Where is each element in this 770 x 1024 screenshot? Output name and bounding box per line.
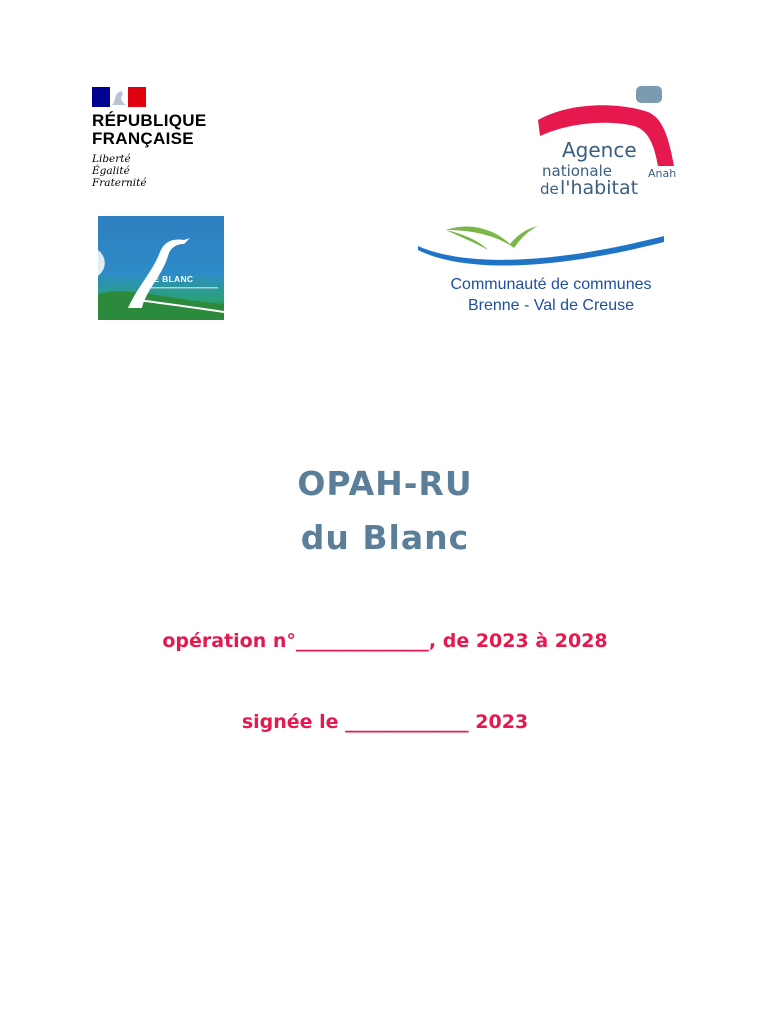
marianne-flag-icon [92,87,146,107]
rf-motto-liberte: Liberté [92,153,131,165]
document-title-line1: OPAH-RU [297,464,473,503]
communaute-de-communes-logo [418,220,684,320]
anah-acronym: Anah [648,167,677,180]
anah-line2: nationale [542,162,613,180]
rf-motto-fraternite: Fraternité [92,177,147,189]
anah-line1: Agence [562,138,637,162]
le-blanc-label: LE BLANC [148,274,194,284]
operation-number-line: opération n°______________, de 2023 à 2028 [162,630,608,652]
cc-line2: Brenne - Val de Creuse [467,297,634,314]
rf-motto-egalite: Égalité [92,165,130,177]
republique-francaise-logo [92,87,232,197]
le-blanc-logo [98,216,224,320]
rf-title-line2: FRANÇAISE [92,129,194,148]
anah-line3-prefix: de [540,180,559,198]
anah-line3-main: l'habitat [560,177,639,199]
rf-title-line1: RÉPUBLIQUE [92,111,207,130]
signature-date-line: signée le _____________ 2023 [241,711,529,733]
cc-line1: Communauté de communes [450,276,652,293]
document-title-line2: du Blanc [300,518,470,557]
anah-logo [530,84,690,204]
